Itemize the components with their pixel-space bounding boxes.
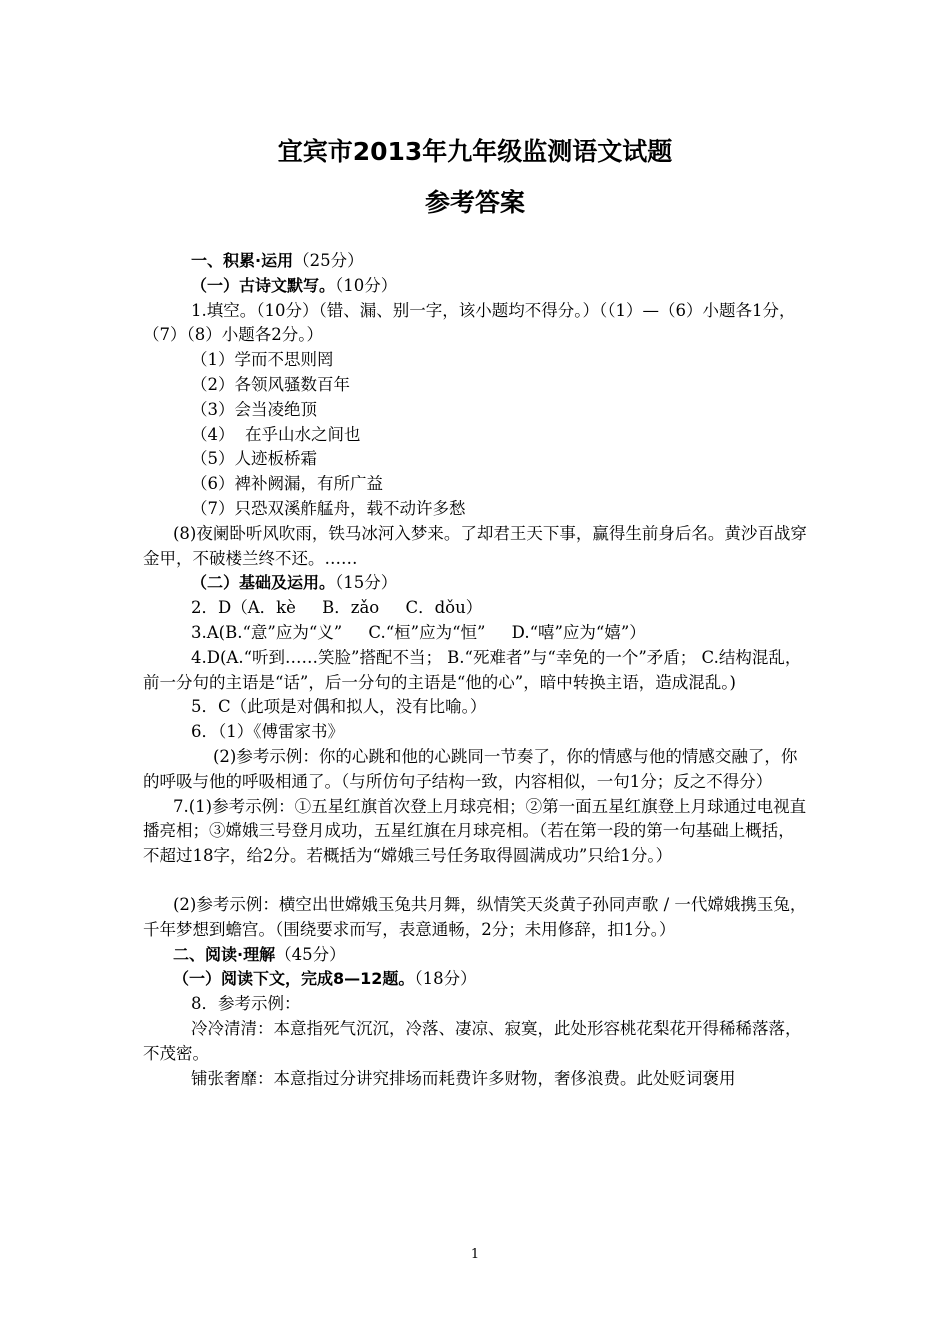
question-8: 8．参考示例： <box>191 994 301 1014</box>
question-3: 3.A(B.“意”应为“义” C.“桓”应为“恒” D.“嘻”应为“嬉”） <box>191 622 646 642</box>
section-1a-heading: （一）古诗文默写。（10分） <box>191 275 398 295</box>
question-2: 2．D（A．kè B．zǎo C．dǒu） <box>191 598 483 618</box>
answer-1-8: (8)夜阑卧听风吹雨，铁马冰河入梦来。了却君王天下事，赢得生前身后名。黄沙百战穿金甲，不破楼兰终不还。…… <box>143 523 807 568</box>
question-4: 4.D(A.“听到……笑脸”搭配不当； B.“死难者”与“幸免的一个”矛盾； C.结构混乱，前一分句的主语是“话”，后一分句的主语是“他的心”，暗中转换主语，造成混乱。) <box>143 647 802 692</box>
answer-1-6: （6）裨补阙漏，有所广益 <box>191 474 383 494</box>
question-8-part-a: 冷冷清清：本意指死气沉沉，冷落、凄凉、寂寞，此处形容桃花梨花开得稀稀落落，不茂密。 <box>143 1018 802 1063</box>
question-7-2: (2)参考示例：横空出世嫦娥玉兔共月舞，纵情笑天炎黄子孙同声歌 / 一代嫦娥携玉兔，千年梦想到蟾宫。（围绕要求而写，表意通畅，2分；未用修辞，扣1分。） <box>143 894 807 939</box>
document-title: 宜宾市2013年九年级监测语文试题 <box>277 137 673 166</box>
question-7-1: 7.(1)参考示例：①五星红旗首次登上月球亮相；②第一面五星红旗登上月球通过电视直播亮相；③嫦娥三号登月成功，五星红旗在月球亮相。（若在第一段的第一句基础上概括，不超过18字，给2分。若概括为“嫦娥三号任务取得圆满成功”只给1分。） <box>143 796 807 866</box>
question-5: 5．C（此项是对偶和拟人，没有比喻。） <box>191 697 487 717</box>
question-8-part-b: 铺张奢靡：本意指过分讲究排场而耗费许多财物，奢侈浪费。此处贬词褒用 <box>191 1068 736 1088</box>
section-1-heading: 一、积累·运用（25分） <box>191 251 364 270</box>
answer-1-2: （2）各领风骚数百年 <box>191 374 350 394</box>
answer-1-5: （5）人迹板桥霜 <box>191 449 317 469</box>
section-2a-heading: （一）阅读下文，完成8—12题。（18分） <box>173 969 477 989</box>
answer-1-1: （1）学而不思则罔 <box>191 350 334 370</box>
question-1: 1.填空。（10分）（错、漏、别一字，该小题均不得分。）（（1）—（6）小题各1分，（7）（8）小题各2分。） <box>143 300 796 345</box>
document-body <box>143 249 811 1091</box>
question-6-2: (2)参考示例：你的心跳和他的心跳同一节奏了，你的情感与他的情感交融了，你的呼吸与他的呼吸相通了。（与所仿句子结构一致，内容相似，一句1分；反之不得分） <box>143 746 798 791</box>
page-number: 1 <box>470 1247 480 1262</box>
document-subtitle: 参考答案 <box>424 188 525 217</box>
answer-1-3: （3）会当凌绝顶 <box>191 399 317 419</box>
section-2-heading: 二、阅读·理解（45分） <box>173 944 346 964</box>
answer-1-4: （4） 在乎山水之间也 <box>191 424 361 444</box>
paragraph-gap <box>143 869 811 893</box>
question-6-1: 6．（1）《傅雷家书》 <box>191 722 344 742</box>
section-1b-heading: （二）基础及运用。（15分） <box>191 573 398 593</box>
answer-1-7: （7）只恐双溪舴艋舟，载不动许多愁 <box>191 498 466 518</box>
